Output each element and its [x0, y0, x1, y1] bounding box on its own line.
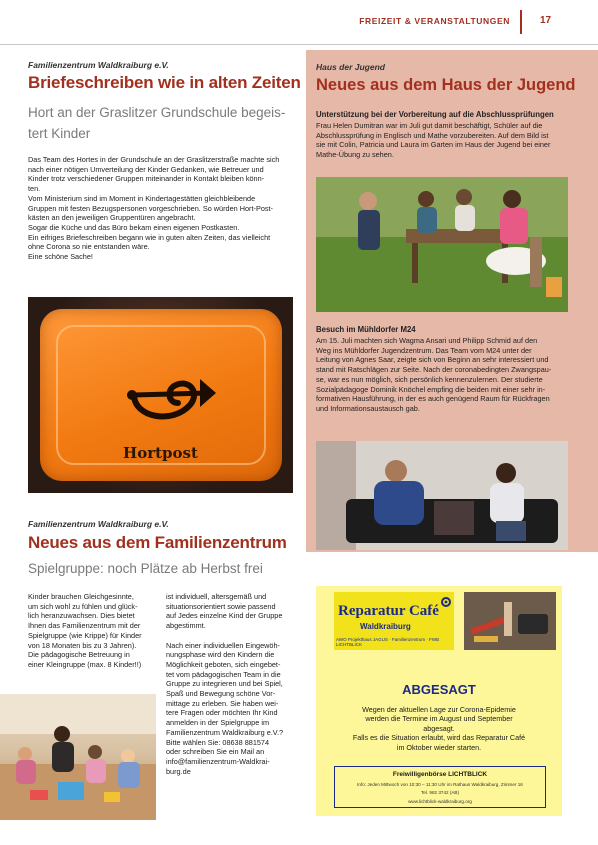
- article2-column-1: [28, 592, 156, 670]
- visit-scene: [316, 441, 568, 550]
- ad-footer-phone: Tel. 982 3742 (AB): [420, 790, 460, 795]
- ad-line: werden die Termine im August und September: [365, 714, 513, 724]
- body-line: Gruppen mit festen Bezugspersonen vorgeschrieben. So würden Hort-Post-: [28, 203, 273, 213]
- body-line: nach einer nötigen Umverteilung der Kinder Gedanken, wie Betreuer und: [28, 164, 264, 174]
- body-line: Frau Helen Dumitran war im Juli gut damit beschäftigt, Schüler auf die: [316, 121, 543, 130]
- ad-line: abgesagt.: [423, 723, 455, 733]
- body-line: mittage zu erleben. Sie haben wei-: [166, 698, 279, 708]
- body-line: Gruppe zu integrieren und bei Spiel,: [166, 679, 283, 689]
- body-line: stand mit Ratschlägen zur Seite. Nach der coronabedingten Zwangspau-: [316, 365, 552, 375]
- ad-message: [326, 705, 552, 752]
- body-line: Nach einer individuellen Eingewöh-: [166, 640, 280, 650]
- body-line: kästen an den jeweiligen Gruppentüren angebracht.: [28, 213, 196, 223]
- body-line: Sogar die Küche und das Büro bekam einen eigenen Postkasten.: [28, 222, 240, 232]
- body-line: [166, 631, 296, 641]
- ad-logo-title: Reparatur Café: [338, 603, 439, 619]
- page-number: 17: [540, 15, 552, 26]
- body-line: oder schreiben Sie ein Mail an: [166, 747, 265, 757]
- ad-logo-subtitle: Waldkraiburg: [360, 622, 411, 631]
- body-line: Eine schöne Sache!: [28, 252, 93, 262]
- body-line: Spielgruppe (wie Krippe) für Kinder: [28, 630, 142, 640]
- body-line: situationsorientiert sowie passend: [166, 601, 276, 611]
- playgroup-scene: [0, 694, 156, 820]
- body-line: formativen Hausführung, in der es auch genügend Raum für Rückfragen: [316, 394, 550, 404]
- ad-footer-info: Info: Jeden Mittwoch von 10:30 – 11:30 Uhr im Rathaus Waldkraiburg, Zimmer 16: [357, 782, 523, 787]
- body-line: ten.: [28, 184, 41, 194]
- body-line: um sich wohl zu fühlen und glück-: [28, 601, 138, 611]
- body-line: ist individuell, altersgemäß und: [166, 592, 267, 601]
- jugend-heading-1: Unterstützung bei der Vorbereitung auf die Abschlussprüfungen: [316, 110, 554, 119]
- playgroup-photo: [0, 694, 156, 820]
- jugend-paragraph-2: [316, 336, 572, 414]
- body-line: nungsphase wird den Kindern die: [166, 650, 275, 660]
- body-line: info@familienzentrum-Waldkrai-: [166, 756, 270, 766]
- ad-line: Wegen der aktuellen Lage zur Corona-Epidemie: [362, 705, 516, 714]
- tools-scene: [464, 592, 556, 650]
- body-line: Spaß und Bewegung schöne Vor-: [166, 689, 276, 699]
- body-line: burg.de: [166, 766, 191, 776]
- body-line: Abschlussprüfung in Englisch und Mathe vorzubereiten. Auf dem Bild ist: [316, 130, 549, 140]
- body-line: tere Fragen oder möchten Ihr Kind: [166, 708, 278, 718]
- garden-study-photo: [316, 177, 568, 312]
- article2-kicker: Familienzentrum Waldkraiburg e.V.: [28, 519, 169, 529]
- article1-title: Briefeschreiben wie in alten Zeiten: [28, 73, 301, 92]
- body-line: Kinder trotz verschiedener Gruppen miteinander in Kontakt bleiben könn-: [28, 174, 265, 184]
- body-line: Kinder brauchen Gleichgesinnte,: [28, 592, 134, 601]
- body-line: Die pädagogische Betreuung in: [28, 650, 130, 660]
- body-line: Das Team des Hortes in der Grundschule an der Graslitzerstraße machte sich: [28, 155, 280, 164]
- body-line: Möglichkeit geboten, sich eingebet-: [166, 659, 281, 669]
- body-line: se, war es nun möglich, sich persönlich kennenzulernen. Der studierte: [316, 374, 543, 384]
- article1-kicker: Familienzentrum Waldkraiburg e.V.: [28, 60, 169, 70]
- body-line: ohne Corona so nie entstanden wäre.: [28, 242, 150, 252]
- section-title: FREIZEIT & VERANSTALTUNGEN: [359, 16, 510, 26]
- body-line: Familienzentrum Waldkraiburg e.V.?: [166, 727, 284, 737]
- body-line: anmelden in der Spielgruppe im: [166, 718, 270, 728]
- article2-column-2: [166, 592, 296, 776]
- body-line: Ein eifriges Briefeschreiben begann wie in guten alten Zeiten, das vielleicht: [28, 232, 271, 242]
- body-line: Mathe-Übung zu sehen.: [316, 150, 394, 160]
- header-divider: [520, 10, 522, 34]
- jugend-kicker: Haus der Jugend: [316, 62, 385, 72]
- article2-subtitle: Spielgruppe: noch Plätze ab Herbst frei: [28, 561, 263, 576]
- tools-photo: [464, 592, 556, 650]
- ad-logo-organizations: AWO Projekthaus JAGUS · Familienzentrum · FWB LICHTBLICK: [336, 637, 440, 647]
- body-line: lich heranzuwachsen. Dies bietet: [28, 611, 135, 621]
- body-line: einer Kleingruppe (max. 8 Kinder!!): [28, 659, 142, 669]
- ad-line: im Oktober wieder starten.: [396, 742, 482, 752]
- jugend-heading-2: Besuch im Mühldorfer M24: [316, 325, 416, 334]
- ad-footer-website: www.lichtblick-waldkraiburg.org: [408, 799, 472, 804]
- hortpost-label: Hortpost: [123, 444, 198, 462]
- body-line: abgestimmt.: [166, 621, 206, 631]
- jugend-paragraph-1: [316, 121, 572, 160]
- ad-line: Falls es die Situation erlaubt, wird das Reparatur Café: [352, 733, 526, 743]
- ad-footer-title: Freiwilligenbörse LICHTBLICK: [392, 771, 488, 778]
- body-line: von 18 Monaten bis zu 3 Jahren).: [28, 640, 137, 650]
- body-line: Am 15. Juli machten sich Wagma Ansari und Philipp Schmid auf den: [316, 336, 538, 345]
- body-line: tet vom pädagogischen Team in die: [166, 669, 281, 679]
- body-line: auf Jedes einzelne Kind der Gruppe: [166, 611, 283, 621]
- body-line: Ihnen das Familienzentrum mit der: [28, 621, 141, 631]
- body-line: sie mit Colin, Patricia und Laura im Garten im Haus der Jugend bei einer: [316, 140, 551, 150]
- ad-status: ABGESAGT: [402, 682, 476, 697]
- gear-icon: [440, 596, 452, 608]
- article1-subtitle-line1: Hort an der Graslitzer Grundschule begeis-: [28, 105, 286, 120]
- jugend-title: Neues aus dem Haus der Jugend: [316, 76, 576, 94]
- article1-subtitle-line2: tert Kinder: [28, 126, 91, 141]
- body-line: Bitte wählen Sie: 08638 881574: [166, 737, 270, 747]
- body-line: Weg ins Mühldorfer Jugendzentrum. Das Team vom M24 unter der: [316, 345, 532, 355]
- posthorn-icon: [112, 357, 222, 439]
- article2-title: Neues aus dem Familienzentrum: [28, 533, 287, 552]
- garden-scene: [316, 177, 568, 312]
- m24-visit-photo: [316, 441, 568, 550]
- body-line: und Informationsaustausch gab.: [316, 403, 420, 413]
- header-rule: [0, 44, 598, 45]
- hortpost-photo: [28, 297, 293, 493]
- body-line: Vom Ministerium sind im Moment in Kindertagestätten gleichbleibende: [28, 193, 256, 203]
- body-line: Sozialpädagoge Dominik Knöchel empfing die beiden mit einer sehr in-: [316, 384, 546, 394]
- body-line: Leitung von Agnes Saar, zeigte sich von Beginn an sehr interessiert und: [316, 355, 549, 365]
- article1-body: [28, 155, 296, 262]
